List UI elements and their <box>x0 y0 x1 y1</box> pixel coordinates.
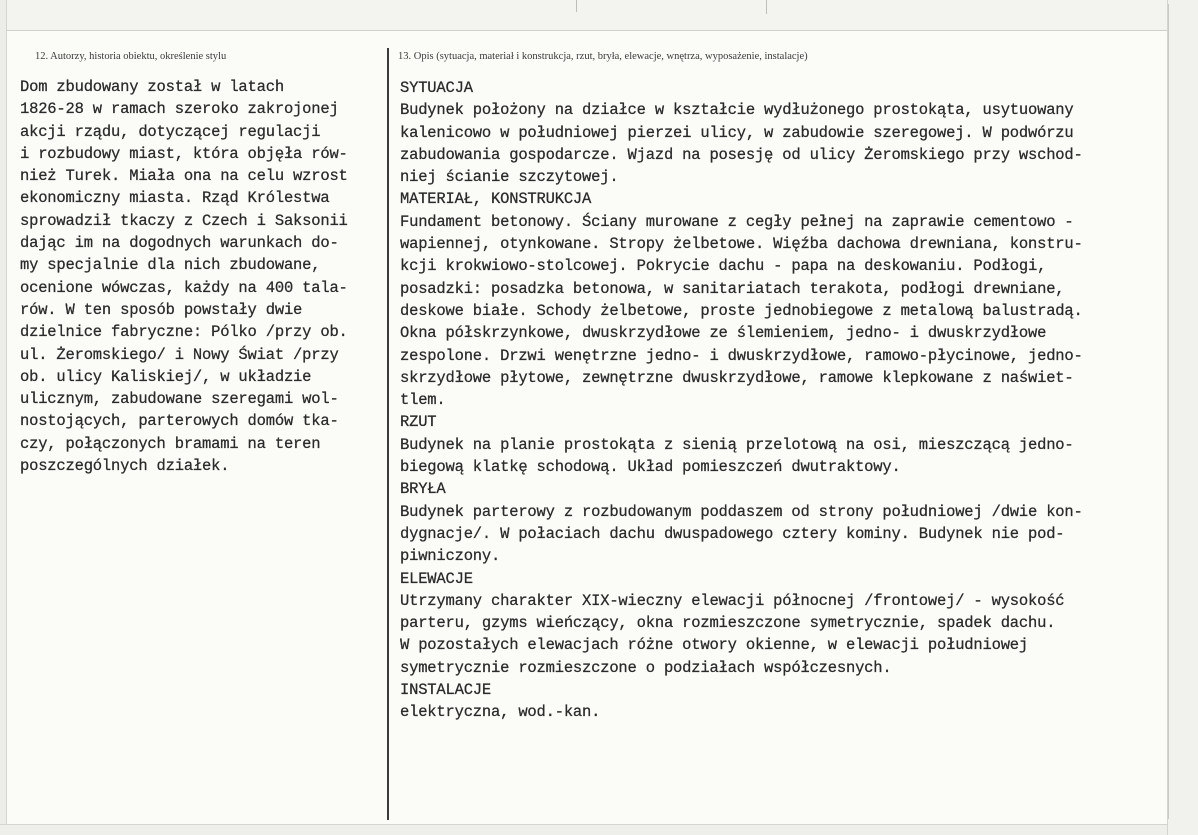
section-heading: MATERIAŁ, KONSTRUKCJA <box>400 190 592 209</box>
text-line: ocenione wówczas, każdy na 400 tala- <box>20 278 348 297</box>
text-line: skrzydłowe płytowe, zewnętrzne dwuskrzydłowe, ramowe klepkowane z naświet- <box>400 368 1074 387</box>
text-line: deskowe białe. Schody żelbetowe, proste jednobiegowe z metalową balustradą. <box>400 301 1083 320</box>
text-line: 1826-28 w ramach szeroko zakrojonej <box>20 100 339 119</box>
scan-top-margin <box>0 0 1198 31</box>
text-line: Utrzymany charakter XIX-wieczny elewacji północnej /frontowej/ - wysokość <box>400 591 1065 610</box>
scan-mark <box>766 0 767 14</box>
text-line: Okna półskrzynkowe, dwuskrzydłowe ze ślemieniem, jedno- i dwuskrzydłowe <box>400 324 1047 343</box>
text-line: zabudowania gospodarcze. Wjazd na posesję od ulicy Żeromskiego przy wschod- <box>400 145 1083 164</box>
text-line: Budynek położony na działce w kształcie wydłużonego prostokąta, usytuowany <box>400 101 1074 120</box>
text-line: Dom zbudowany został w latach <box>20 78 284 96</box>
text-line: poszczególnych działek. <box>20 457 230 476</box>
text-line: Fundament betonowy. Ściany murowane z cegły pełnej na zaprawie cementowo - <box>400 212 1074 231</box>
text-line: sprowadził tkaczy z Czech i Saksonii <box>20 211 348 230</box>
column-divider <box>387 48 389 820</box>
text-line: ekonomiczny miasta. Rząd Królestwa <box>20 189 330 208</box>
text-line: ul. Żeromskiego/ i Nowy Świat /przy <box>20 345 339 364</box>
text-line: niej ścianie szczytowej. <box>400 168 619 187</box>
text-line: Budynek parterowy z rozbudowanym poddaszem od strony południowej /dwie kon- <box>400 502 1083 521</box>
text-line: rów. W ten sposób powstały dwie <box>20 300 303 319</box>
text-line: symetrycznie rozmieszczone o podziałach współczesnych. <box>400 658 892 677</box>
text-line: dzielnice fabryczne: Pólko /przy ob. <box>20 323 348 342</box>
text-line: czy, połączonych bramami na teren <box>20 434 321 453</box>
text-line: dygnacje/. W połaciach dachu dwuspadowego cztery kominy. Budynek nie pod- <box>400 524 1065 543</box>
text-line: W pozostałych elewacjach różne otwory okienne, w elewacji południowej <box>400 636 1029 655</box>
section-heading: BRYŁA <box>400 480 446 499</box>
text-line: parteru, gzyms wieńczący, okna rozmieszczone symetrycznie, spadek dachu. <box>400 614 1056 633</box>
text-line: biegową klatkę schodową. Układ pomieszczeń dwutraktowy. <box>400 458 901 477</box>
text-line: Budynek na planie prostokąta z sienią przelotową na osi, mieszczącą jedno- <box>400 435 1074 454</box>
text-line: elektryczna, wod.-kan. <box>400 703 601 722</box>
text-line: zespolone. Drzwi wenętrzne jedno- i dwuskrzydłowe, ramowo-płycinowe, jedno- <box>400 346 1083 365</box>
text-line: kalenicowo w południowej pierzei ulicy, w zabudowie szeregowej. W podwórzu <box>400 123 1074 142</box>
section-heading: SYTUACJA <box>400 79 473 97</box>
text-line: tlem. <box>400 391 446 410</box>
text-line: nostojących, parterowych domów tka- <box>20 412 339 431</box>
text-line: kcji krokwiowo-stolcowej. Pokrycie dachu - papa na deskowaniu. Podłogi, <box>400 257 1047 276</box>
text-line: nież Turek. Miała ona na celu wzrost <box>20 167 348 186</box>
scan-mark <box>576 0 577 12</box>
section-heading: INSTALACJE <box>400 681 492 700</box>
text-line: ulicznym, zabudowane szeregami wol- <box>20 390 339 409</box>
scan-left-margin <box>0 0 7 835</box>
section-heading: RZUT <box>400 413 437 432</box>
text-line: akcji rządu, dotyczącej regulacji <box>20 122 321 141</box>
description-text-column <box>400 77 1160 724</box>
section-heading: ELEWACJE <box>400 569 473 588</box>
text-line: i rozbudowy miast, która objęła rów- <box>20 144 348 163</box>
text-line: ob. ulicy Kaliskiej/, w układzie <box>20 367 312 386</box>
page-edge-line <box>1168 4 1169 819</box>
text-line: posadzki: posadzka betonowa, w sanitariatach terakota, podłogi drewniane, <box>400 279 1065 298</box>
history-text-column <box>20 76 385 477</box>
field-13-label: 13. Opis (sytuacja, materiał i konstrukcja, rzut, bryła, elewacje, wnętrza, wyposażenie, instalacje) <box>398 51 808 62</box>
text-line: piwniczony. <box>400 547 501 566</box>
text-line: wapiennej, otynkowane. Stropy żelbetowe. Więźba dachowa drewniana, konstru- <box>400 235 1083 254</box>
text-line: dając im na dogodnych warunkach do- <box>20 234 339 253</box>
field-12-label: 12. Autorzy, historia obiektu, określenie stylu <box>35 51 227 62</box>
scan-right-margin <box>1167 0 1198 835</box>
text-line: my specjalnie dla nich zbudowane, <box>20 256 321 275</box>
scan-bottom-margin <box>0 824 1198 835</box>
